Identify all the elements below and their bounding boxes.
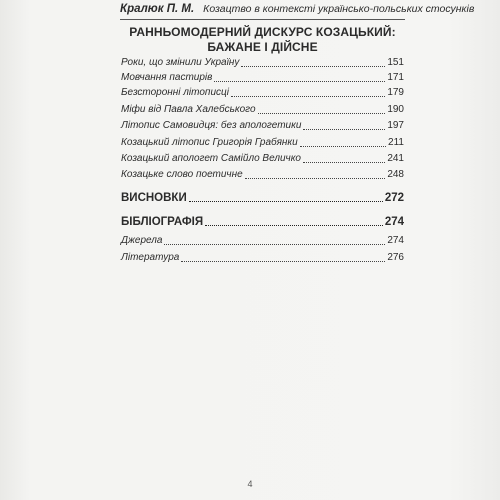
leader-dots — [189, 201, 383, 202]
toc-entry-label: Роки, що змінили Україну — [121, 57, 240, 68]
toc-entry-label: Джерела — [121, 235, 163, 246]
toc-entry-label: Безсторонні літописці — [121, 87, 229, 98]
toc-entry — [121, 102, 404, 116]
toc-entry-page: 197 — [387, 120, 404, 131]
toc-entry-page: 248 — [387, 169, 404, 180]
toc-chapter-bibliography — [121, 213, 404, 228]
toc-entry-label: Козацький літопис Григорія Грабянки — [121, 137, 298, 148]
toc-chapter-page: 274 — [384, 216, 404, 228]
toc-chapter-label: БІБЛІОГРАФІЯ — [121, 216, 204, 228]
leader-dots — [245, 178, 386, 179]
toc-chapter-conclusions — [121, 189, 404, 204]
running-header — [120, 3, 475, 20]
leader-dots — [214, 81, 385, 82]
toc-entry — [121, 118, 404, 132]
toc-entry — [121, 167, 404, 181]
toc-entry-label: Козацький апологет Самійло Величко — [121, 153, 301, 164]
toc-entry-label: Мовчання пастирів — [121, 72, 213, 83]
leader-dots — [231, 96, 385, 97]
toc-entry-page: 179 — [387, 87, 404, 98]
leader-dots — [205, 225, 383, 226]
page-number: 4 — [247, 479, 253, 489]
toc-entry — [121, 55, 404, 69]
leader-dots — [164, 244, 385, 245]
toc-entry-page: 241 — [387, 153, 404, 164]
toc-entry — [121, 135, 404, 149]
toc-entry — [121, 70, 404, 84]
toc-entry-page: 151 — [387, 57, 404, 68]
toc-entry — [121, 85, 404, 99]
section-title — [120, 25, 405, 55]
toc-entry-page: 276 — [387, 252, 404, 263]
toc-entry-label: Література — [121, 252, 180, 263]
toc-entry-label: Міфи від Павла Халебського — [121, 104, 256, 115]
toc-entry-page: 171 — [387, 72, 404, 83]
leader-dots — [303, 162, 385, 163]
leader-dots — [303, 129, 385, 130]
toc-entry — [121, 233, 404, 247]
toc-entry — [121, 250, 404, 264]
header-author: Кралюк П. М. — [120, 3, 195, 15]
section-title-line-1: РАННЬОМОДЕРНИЙ ДИСКУРС КОЗАЦЬКИЙ: — [129, 25, 396, 39]
toc-entry-label: Козацьке слово поетичне — [121, 169, 243, 180]
section-title-line-2: БАЖАНЕ І ДІЙСНЕ — [207, 40, 318, 54]
toc-chapter-page: 272 — [384, 192, 404, 204]
toc-entry-page: 211 — [388, 137, 404, 148]
toc-entry — [121, 151, 404, 165]
header-title: Козацтво в контексті українсько-польських стосунків — [203, 3, 475, 15]
leader-dots — [300, 146, 386, 147]
leader-dots — [241, 66, 385, 67]
leader-dots — [258, 113, 386, 114]
toc-chapter-label: ВИСНОВКИ — [121, 192, 187, 204]
toc-entry-page: 274 — [387, 235, 404, 246]
toc-entry-label: Літопис Самовидця: без апологетики — [121, 120, 302, 131]
toc-entry-page: 190 — [387, 104, 404, 115]
leader-dots — [181, 261, 385, 262]
